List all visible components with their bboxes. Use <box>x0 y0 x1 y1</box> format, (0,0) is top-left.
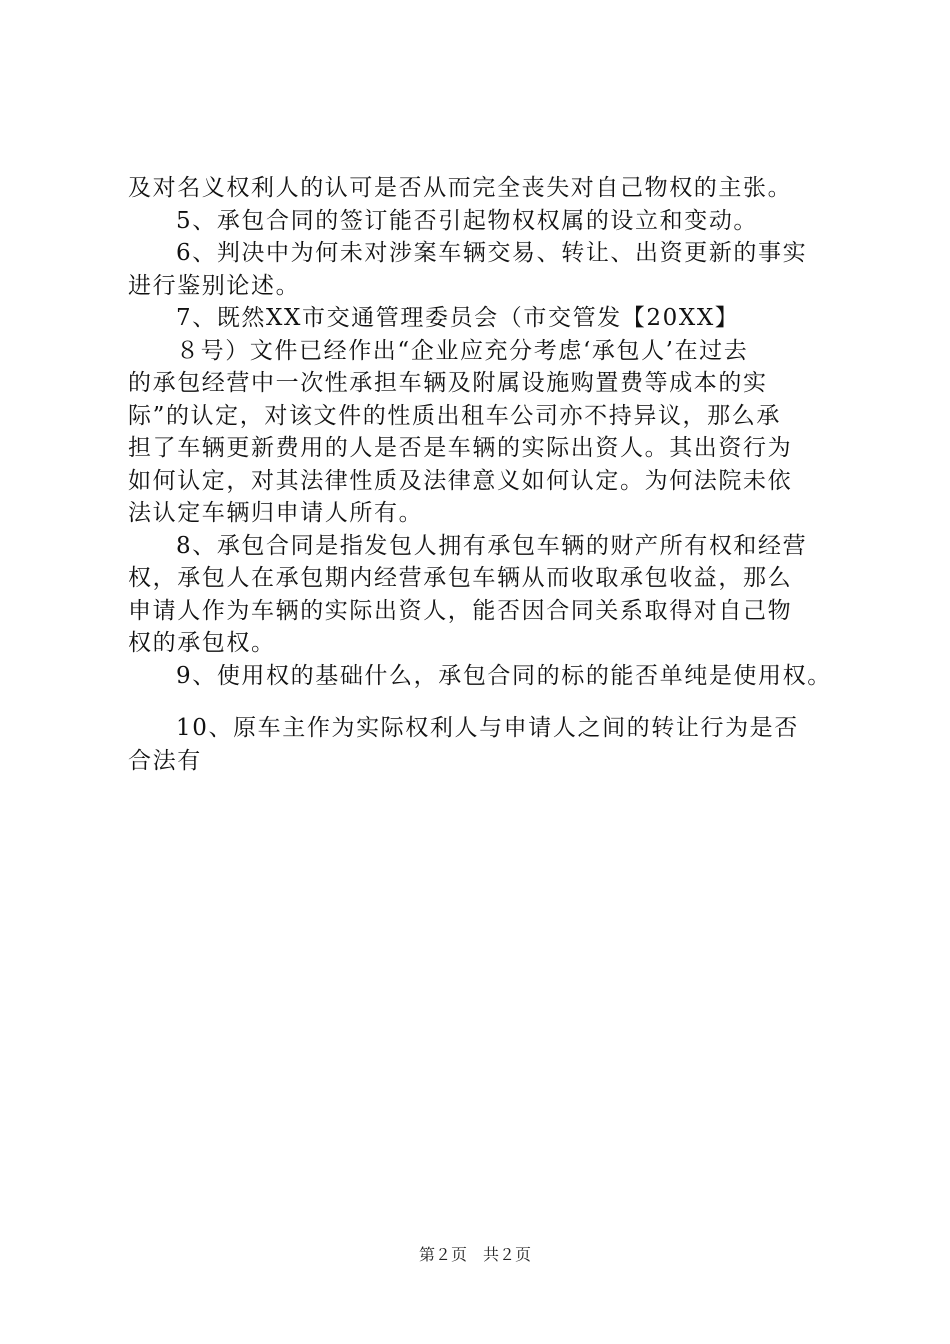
page-footer: 第２页 共２页 <box>418 1245 531 1264</box>
text-line: 进行鉴别论述。 <box>128 272 301 299</box>
text-line: 权，承包人在承包期内经营承包车辆从而收取承包收益，那么 <box>128 565 793 591</box>
text-line: 申请人作为车辆的实际出资人，能否因合同关系取得对自己物 <box>128 597 793 624</box>
text-line: 合法有 <box>128 747 202 774</box>
text-line: 8、承包合同是指发包人拥有承包车辆的财产所有权和经营 <box>176 532 808 559</box>
text-line: 权的承包权。 <box>128 630 276 656</box>
text-line: 10、原车主作为实际权利人与申请人之间的转让行为是否 <box>176 715 799 741</box>
text-line: 的承包经营中一次性承担车辆及附属设施购置费等成本的实 <box>128 370 768 396</box>
text-line: 法认定车辆归申请人所有。 <box>128 500 424 526</box>
text-line: 7、既然XX市交通管理委员会（市交管发【20XX】 <box>176 305 740 331</box>
text-line: 际”的认定，对该文件的性质出租车公司亦不持异议，那么承 <box>128 402 781 429</box>
text-line: 及对名义权利人的认可是否从而完全丧失对自己物权的主张。 <box>128 175 793 201</box>
text-line: 担了车辆更新费用的人是否是车辆的实际出资人。其出资行为 <box>128 435 793 461</box>
text-line: ８号）文件已经作出“企业应充分考虑‘承包人’在过去 <box>176 337 749 364</box>
text-line: 5、承包合同的签订能否引起物权权属的设立和变动。 <box>176 207 759 234</box>
text-line: 6、判决中为何未对涉案车辆交易、转让、出资更新的事实 <box>176 240 808 266</box>
document-body <box>128 172 848 777</box>
paragraph-gap <box>128 692 848 712</box>
text-line: 如何认定，对其法律性质及法律意义如何认定。为何法院未依 <box>128 467 793 494</box>
text-line: 9、使用权的基础什么，承包合同的标的能否单纯是使用权。 <box>176 662 832 689</box>
